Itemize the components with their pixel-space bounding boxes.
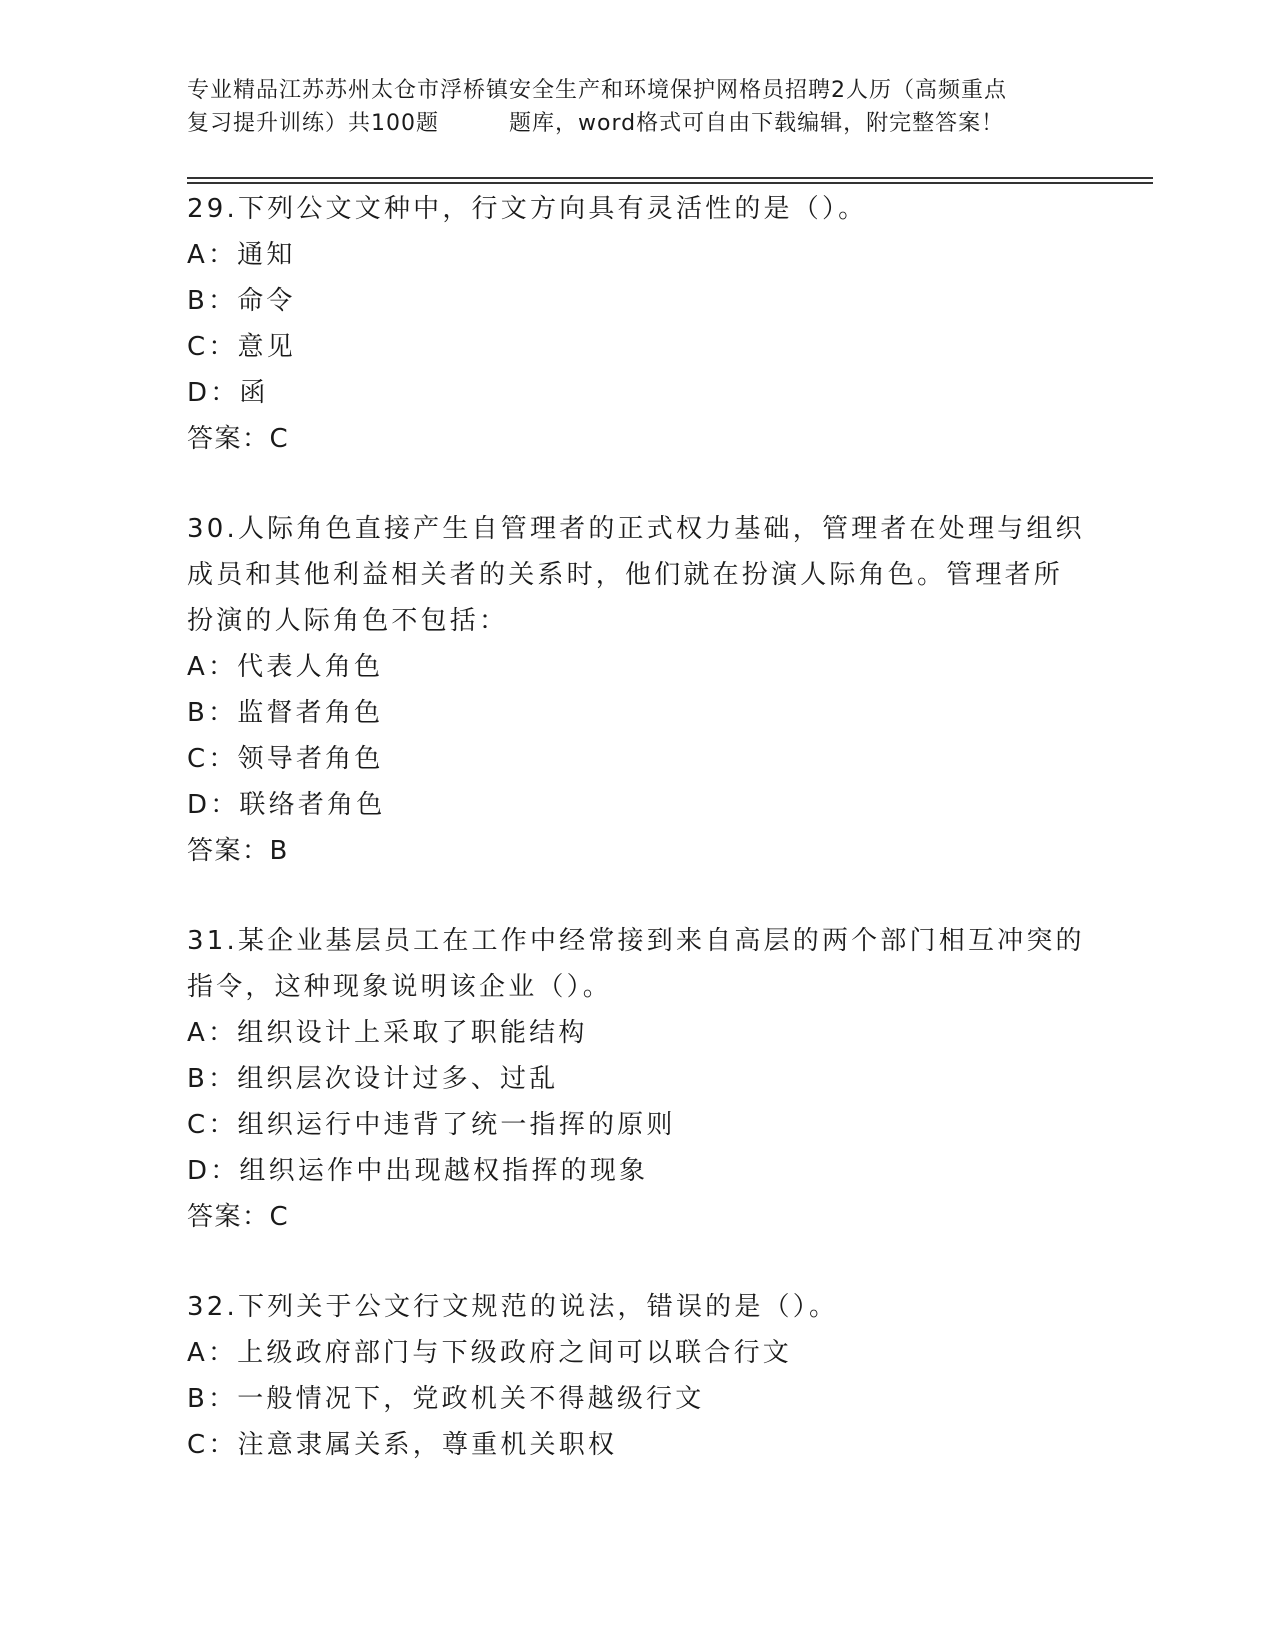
- document-header: [187, 74, 1087, 140]
- question-text: 32.下列关于公文行文规范的说法，错误的是（）。: [187, 1292, 839, 1322]
- header-divider-top: [187, 177, 1153, 179]
- answer: 答案：C: [187, 1202, 290, 1232]
- option-c: C：组织运行中违背了统一指挥的原则: [187, 1110, 676, 1140]
- option-c: C：注意隶属关系，尊重机关职权: [187, 1430, 618, 1460]
- header-title-line2-right: 题库，word格式可自由下载编辑，附完整答案！: [509, 111, 1005, 136]
- option-d: D：联络者角色: [187, 790, 386, 820]
- option-d: D：函: [187, 378, 269, 408]
- option-a: A：上级政府部门与下级政府之间可以联合行文: [187, 1338, 792, 1368]
- option-a: A：通知: [187, 240, 296, 270]
- question-29: [187, 186, 1087, 462]
- option-b: B：一般情况下，党政机关不得越级行文: [187, 1384, 705, 1414]
- question-30: [187, 506, 1087, 874]
- option-c: C：意见: [187, 332, 296, 362]
- answer: 答案：B: [187, 836, 289, 866]
- header-divider-bottom: [187, 182, 1153, 184]
- question-text: 29.下列公文文种中，行文方向具有灵活性的是（）。: [187, 194, 868, 224]
- option-b: B：命令: [187, 286, 296, 316]
- question-text: 30.人际角色直接产生自管理者的正式权力基础，管理者在处理与组织成员和其他利益相关者的关系时，他们就在扮演人际角色。管理者所扮演的人际角色不包括：: [187, 514, 1085, 636]
- option-b: B：组织层次设计过多、过乱: [187, 1064, 559, 1094]
- question-list: [187, 186, 1087, 1468]
- answer: 答案：C: [187, 424, 290, 454]
- option-a: A：组织设计上采取了职能结构: [187, 1018, 588, 1048]
- question-text: 31.某企业基层员工在工作中经常接到来自高层的两个部门相互冲突的指令，这种现象说明该企业（）。: [187, 926, 1085, 1002]
- header-title-line2: [187, 107, 1087, 140]
- question-32: [187, 1284, 1087, 1468]
- option-c: C：领导者角色: [187, 744, 384, 774]
- option-d: D：组织运作中出现越权指挥的现象: [187, 1156, 649, 1186]
- header-title-line2-left: 复习提升训练）共100题: [187, 111, 439, 136]
- header-title-line1: 专业精品江苏苏州太仓市浮桥镇安全生产和环境保护网格员招聘2人历（高频重点: [187, 78, 1007, 103]
- option-b: B：监督者角色: [187, 698, 384, 728]
- question-31: [187, 918, 1087, 1240]
- option-a: A：代表人角色: [187, 652, 384, 682]
